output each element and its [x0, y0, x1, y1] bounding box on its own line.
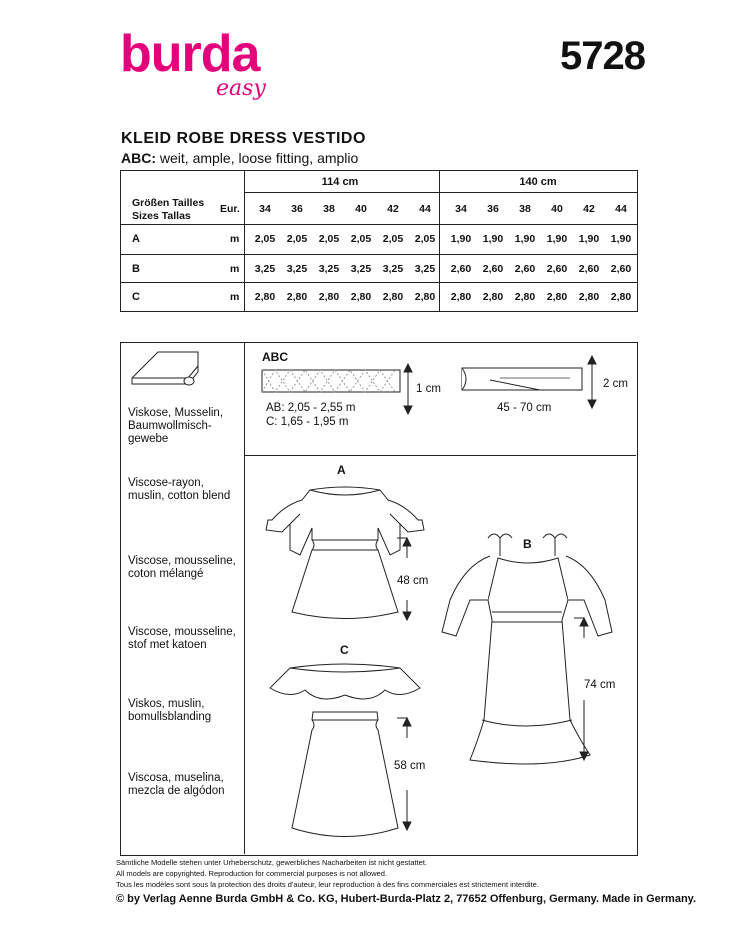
table-cell: 2,05	[286, 233, 308, 245]
size-140-38: 38	[519, 203, 531, 215]
size-114-34: 34	[259, 203, 271, 215]
row-label: B	[132, 263, 140, 275]
row-unit: m	[230, 263, 240, 275]
table-cell: 2,05	[350, 233, 372, 245]
size-114-36: 36	[291, 203, 303, 215]
table-cell: 2,80	[286, 291, 308, 303]
fabric-fr: Viscose, mousseline, coton mélangé	[128, 555, 236, 580]
table-cell: 3,25	[254, 263, 276, 275]
pattern-subtitle: ABC: weit, ample, loose fitting, amplio	[121, 150, 359, 166]
table-cell: 2,80	[450, 291, 472, 303]
dress-a-drawing	[266, 487, 424, 619]
view-a-length: 48 cm	[397, 575, 429, 587]
view-b-label: B	[523, 537, 532, 551]
size-140-40: 40	[551, 203, 563, 215]
legal-fr: Tous les modèles sont sous la protection des droits d'auteur, leur reproduction à des fins commerciales est strictement interdite.	[116, 880, 539, 889]
table-cell: 2,80	[318, 291, 340, 303]
width-140-header: 140 cm	[519, 176, 557, 188]
table-cell: 2,60	[546, 263, 568, 275]
table-cell: 2,60	[514, 263, 536, 275]
table-cell: 2,80	[546, 291, 568, 303]
interfacing-width-arrow	[404, 364, 412, 414]
fabric-es: Viscosa, muselina, mezcla de algódon	[128, 772, 225, 797]
view-b-length: 74 cm	[584, 679, 616, 691]
table-cell: 2,80	[482, 291, 504, 303]
dress-b-drawing	[442, 534, 612, 764]
table-cell: 2,80	[414, 291, 436, 303]
pattern-number: 5728	[560, 34, 645, 78]
table-cell: 3,25	[350, 263, 372, 275]
row-label: A	[132, 233, 140, 245]
size-140-44: 44	[615, 203, 627, 215]
bias-width: 2 cm	[603, 378, 628, 390]
interfacing-strip	[262, 370, 400, 392]
eur-label: Eur.	[220, 203, 240, 215]
table-cell: 1,90	[610, 233, 632, 245]
size-114-44: 44	[419, 203, 431, 215]
bias-width-arrow	[588, 356, 596, 408]
interfacing-width: 1 cm	[416, 383, 441, 395]
table-cell: 3,25	[318, 263, 340, 275]
table-cell: 3,25	[414, 263, 436, 275]
legal-en: All models are copyrighted. Reproduction for commercial purposes is not allowed.	[116, 869, 387, 878]
size-140-36: 36	[487, 203, 499, 215]
fabric-en: Viscose-rayon, muslin, cotton blend	[128, 477, 231, 502]
table-cell: 1,90	[482, 233, 504, 245]
interfacing-length-ab: AB: 2,05 - 2,55 m	[266, 402, 356, 414]
notions-label: ABC	[262, 350, 288, 364]
table-cell: 2,05	[318, 233, 340, 245]
row-unit: m	[230, 233, 240, 245]
size-114-42: 42	[387, 203, 399, 215]
size-header-de-fr: Größen Tailles	[132, 197, 205, 209]
fabric-de: Viskose, Musselin, Baumwollmisch-gewebe	[128, 407, 224, 445]
size-140-42: 42	[583, 203, 595, 215]
table-cell: 2,60	[578, 263, 600, 275]
copyright: © by Verlag Aenne Burda GmbH & Co. KG, Hubert-Burda-Platz 2, 77652 Offenburg, Germany. Made in Germany.	[116, 893, 697, 905]
table-cell: 2,80	[578, 291, 600, 303]
table-cell: 2,80	[382, 291, 404, 303]
view-c-label: C	[340, 643, 349, 657]
table-cell: 3,25	[382, 263, 404, 275]
fabric-nl: Viscose, mousseline, stof met katoen	[128, 626, 236, 651]
row-unit: m	[230, 291, 240, 303]
table-cell: 2,05	[382, 233, 404, 245]
size-114-40: 40	[355, 203, 367, 215]
table-cell: 1,90	[546, 233, 568, 245]
row-label: C	[132, 291, 140, 303]
fabric-bolt-icon	[132, 352, 198, 385]
view-a-label: A	[337, 463, 346, 477]
table-cell: 2,60	[610, 263, 632, 275]
table-cell: 2,05	[414, 233, 436, 245]
table-cell: 2,60	[450, 263, 472, 275]
width-114-header: 114 cm	[321, 176, 359, 188]
size-header-en-es: Sizes Tallas	[132, 210, 191, 222]
table-cell: 1,90	[514, 233, 536, 245]
legal-de: Sämtliche Modelle stehen unter Urheberschutz, gewerbliches Nacharbeiten ist nicht gestattet.	[116, 858, 427, 867]
size-114-38: 38	[323, 203, 335, 215]
table-cell: 1,90	[578, 233, 600, 245]
table-cell: 2,80	[514, 291, 536, 303]
burda-easy-logo: easy	[216, 76, 266, 101]
size-140-34: 34	[455, 203, 467, 215]
table-cell: 1,90	[450, 233, 472, 245]
table-cell: 2,80	[610, 291, 632, 303]
interfacing-length-c: C: 1,65 - 1,95 m	[266, 416, 349, 428]
dress-c-length-arrow	[397, 718, 411, 830]
bias-length: 45 - 70 cm	[497, 402, 552, 414]
table-cell: 3,25	[286, 263, 308, 275]
table-cell: 2,80	[254, 291, 276, 303]
pattern-title: KLEID ROBE DRESS VESTIDO	[121, 130, 366, 147]
burda-logo: burda	[120, 25, 260, 83]
table-cell: 2,60	[482, 263, 504, 275]
table-cell: 2,05	[254, 233, 276, 245]
dress-c-drawing	[270, 664, 420, 837]
view-c-length: 58 cm	[394, 760, 426, 772]
table-cell: 2,80	[350, 291, 372, 303]
fabric-sv: Viskos, muslin, bomullsblanding	[128, 698, 212, 723]
bias-tape	[462, 368, 582, 390]
